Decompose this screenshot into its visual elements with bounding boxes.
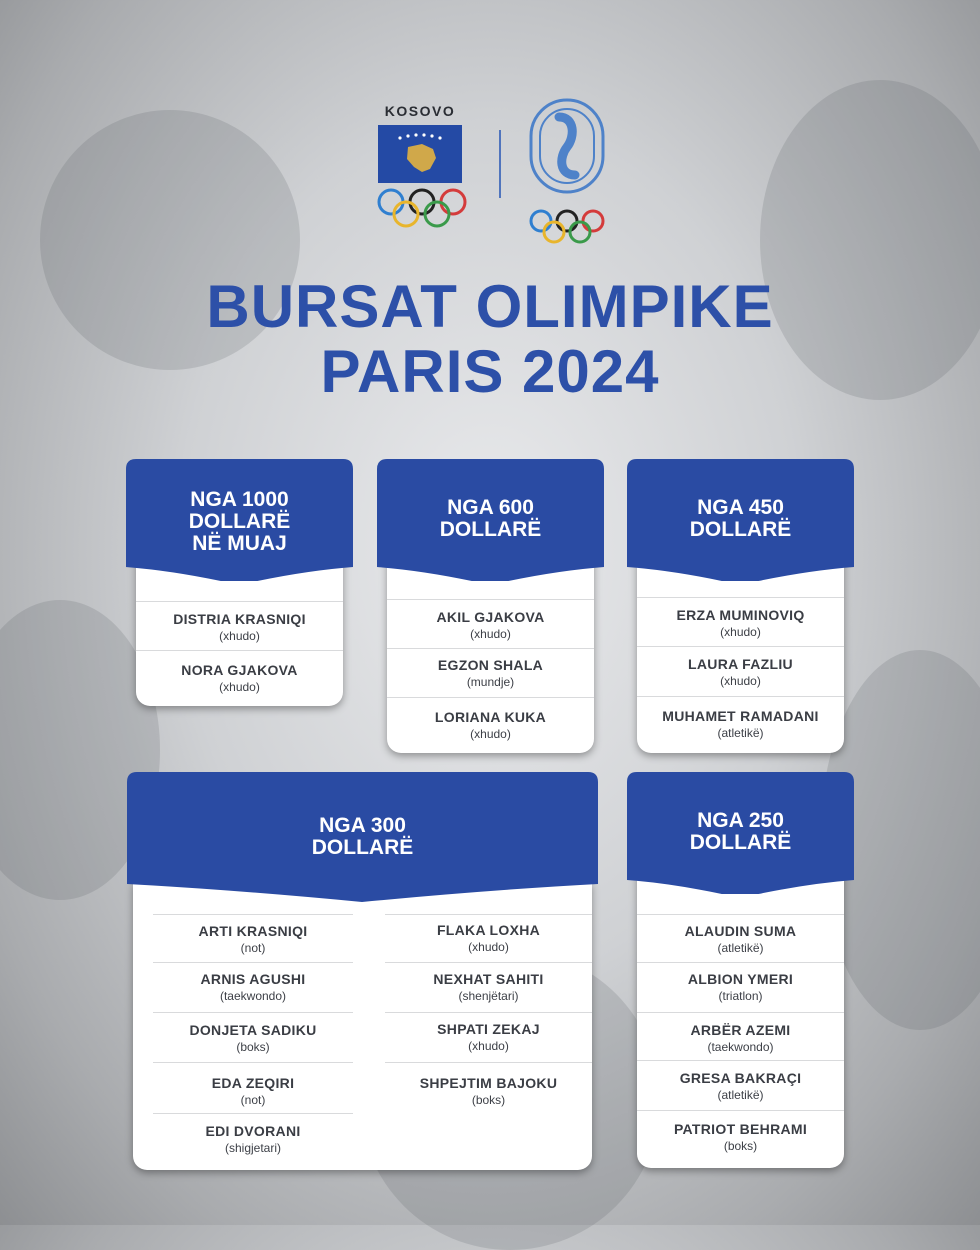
athlete-entry xyxy=(385,921,592,955)
athlete-sport: (taekwondo) xyxy=(219,989,287,1003)
athlete-sport: (boks) xyxy=(723,1139,758,1153)
card-title-line: NË MUAJ xyxy=(192,532,287,555)
athlete-name: EDI DVORANI xyxy=(205,1123,301,1139)
athlete-name: ARTI KRASNIQI xyxy=(198,923,308,939)
row-divider xyxy=(387,697,594,698)
card-title-line: NGA 600 xyxy=(447,496,534,519)
card-title-line: NGA 250 xyxy=(697,809,784,832)
athlete-name: DISTRIA KRASNIQI xyxy=(173,611,306,627)
tier-card-250 xyxy=(627,772,854,1170)
row-divider xyxy=(153,962,353,963)
athlete-entry xyxy=(387,656,594,690)
athlete-name: ARNIS AGUSHI xyxy=(200,971,306,987)
row-divider xyxy=(637,1012,844,1013)
athlete-sport: (xhudo) xyxy=(219,629,260,643)
card-title-line: DOLLARË xyxy=(689,831,792,854)
row-divider xyxy=(153,1012,353,1013)
page-subtitle: PARIS 2024 xyxy=(320,338,660,405)
athlete-entry xyxy=(385,970,592,1004)
card-header xyxy=(627,459,854,581)
athlete-name: LORIANA KUKA xyxy=(434,709,547,725)
athlete-entry xyxy=(153,1122,353,1156)
tier-card-1000 xyxy=(126,459,353,709)
athlete-entry xyxy=(387,608,594,642)
athlete-name: NEXHAT SAHITI xyxy=(433,971,544,987)
athlete-name: ALBION YMERI xyxy=(687,971,794,987)
athlete-sport: (mundje) xyxy=(466,675,515,689)
athlete-name: EGZON SHALA xyxy=(437,657,544,673)
athlete-entry xyxy=(385,1074,592,1108)
row-divider xyxy=(637,646,844,647)
logo-divider xyxy=(499,130,501,198)
athlete-entry xyxy=(637,922,844,956)
athlete-sport: (atletikë) xyxy=(717,726,764,740)
tier-card-300 xyxy=(127,772,598,1172)
card-title-line: NGA 1000 xyxy=(190,488,289,511)
row-divider xyxy=(637,914,844,915)
athlete-name: ALAUDIN SUMA xyxy=(684,923,797,939)
row-divider xyxy=(637,962,844,963)
athlete-name: PATRIOT BEHRAMI xyxy=(673,1121,808,1137)
athlete-name: EDA ZEQIRI xyxy=(211,1075,295,1091)
card-header xyxy=(127,772,598,904)
row-divider xyxy=(637,696,844,697)
athlete-entry xyxy=(637,1021,844,1055)
row-divider xyxy=(637,1110,844,1111)
athlete-sport: (xhudo) xyxy=(720,674,761,688)
athlete-sport: (atletikë) xyxy=(717,1088,764,1102)
row-divider xyxy=(637,1060,844,1061)
athlete-name: FLAKA LOXHA xyxy=(436,922,541,938)
athlete-sport: (triatlon) xyxy=(718,989,763,1003)
athlete-sport: (not) xyxy=(240,941,266,955)
page-title: BURSAT OLIMPIKE xyxy=(206,273,774,340)
athlete-sport: (xhudo) xyxy=(468,940,509,954)
athlete-sport: (taekwondo) xyxy=(707,1040,774,1054)
row-divider xyxy=(153,1062,353,1063)
card-title-line: NGA 300 xyxy=(319,814,406,837)
card-header xyxy=(627,772,854,894)
card-header xyxy=(377,459,604,581)
athlete-sport: (not) xyxy=(240,1093,266,1107)
card-title-line: DOLLARË xyxy=(188,510,291,533)
card-header xyxy=(126,459,353,581)
athlete-sport: (atletikë) xyxy=(717,941,764,955)
athlete-sport: (shigjetari) xyxy=(224,1141,281,1155)
paris-2024-emblem-icon xyxy=(527,97,607,197)
athlete-entry xyxy=(153,970,353,1004)
athlete-name: GRESA BAKRAÇI xyxy=(679,1070,802,1086)
logo-group xyxy=(0,95,980,255)
athlete-entry xyxy=(153,1074,353,1108)
athlete-sport: (boks) xyxy=(471,1093,506,1107)
row-divider xyxy=(387,599,594,600)
athlete-sport: (xhudo) xyxy=(219,680,260,694)
athlete-sport: (boks) xyxy=(236,1040,270,1054)
athlete-name: ARBËR AZEMI xyxy=(690,1022,791,1038)
athlete-name: SHPEJTIM BAJOKU xyxy=(419,1075,558,1091)
card-title-line: DOLLARË xyxy=(439,518,542,541)
athlete-entry xyxy=(637,1069,844,1103)
olympic-rings-icon xyxy=(375,187,469,229)
olympic-rings-icon xyxy=(527,207,607,247)
athlete-name: MUHAMET RAMADANI xyxy=(662,708,819,724)
athlete-entry xyxy=(136,661,343,695)
athlete-sport: (xhudo) xyxy=(468,1039,509,1053)
athlete-sport: (shenjëtari) xyxy=(458,989,519,1003)
athlete-entry xyxy=(153,922,353,956)
athlete-name: AKIL GJAKOVA xyxy=(436,609,545,625)
athlete-name: SHPATI ZEKAJ xyxy=(437,1021,540,1037)
kosovo-flag-icon xyxy=(378,125,462,183)
card-title-line: DOLLARË xyxy=(689,518,792,541)
athlete-entry xyxy=(385,1020,592,1054)
athlete-name: ERZA MUMINOVIQ xyxy=(676,607,805,623)
athlete-sport: (xhudo) xyxy=(470,627,511,641)
athlete-entry xyxy=(153,1021,353,1055)
athlete-entry xyxy=(387,708,594,742)
athlete-entry xyxy=(637,655,844,689)
row-divider xyxy=(637,597,844,598)
athlete-entry xyxy=(637,707,844,741)
row-divider xyxy=(387,648,594,649)
athlete-entry xyxy=(637,1120,844,1154)
athlete-entry xyxy=(637,606,844,640)
athlete-entry xyxy=(637,970,844,1004)
athlete-entry xyxy=(136,610,343,644)
row-divider xyxy=(153,914,353,915)
row-divider xyxy=(385,1012,592,1013)
athlete-name: LAURA FAZLIU xyxy=(688,656,793,672)
row-divider xyxy=(153,1113,353,1114)
athlete-name: NORA GJAKOVA xyxy=(181,662,298,678)
row-divider xyxy=(385,962,592,963)
tier-card-600 xyxy=(377,459,604,755)
row-divider xyxy=(385,914,592,915)
athlete-sport: (xhudo) xyxy=(720,625,761,639)
athlete-name: DONJETA SADIKU xyxy=(189,1022,317,1038)
card-title-line: DOLLARË xyxy=(311,836,414,859)
row-divider xyxy=(385,1062,592,1063)
card-title-line: NGA 450 xyxy=(697,496,784,519)
tier-card-450 xyxy=(627,459,854,755)
row-divider xyxy=(136,650,343,651)
country-label: KOSOVO xyxy=(384,103,456,119)
athlete-sport: (xhudo) xyxy=(470,727,511,741)
row-divider xyxy=(136,601,343,602)
